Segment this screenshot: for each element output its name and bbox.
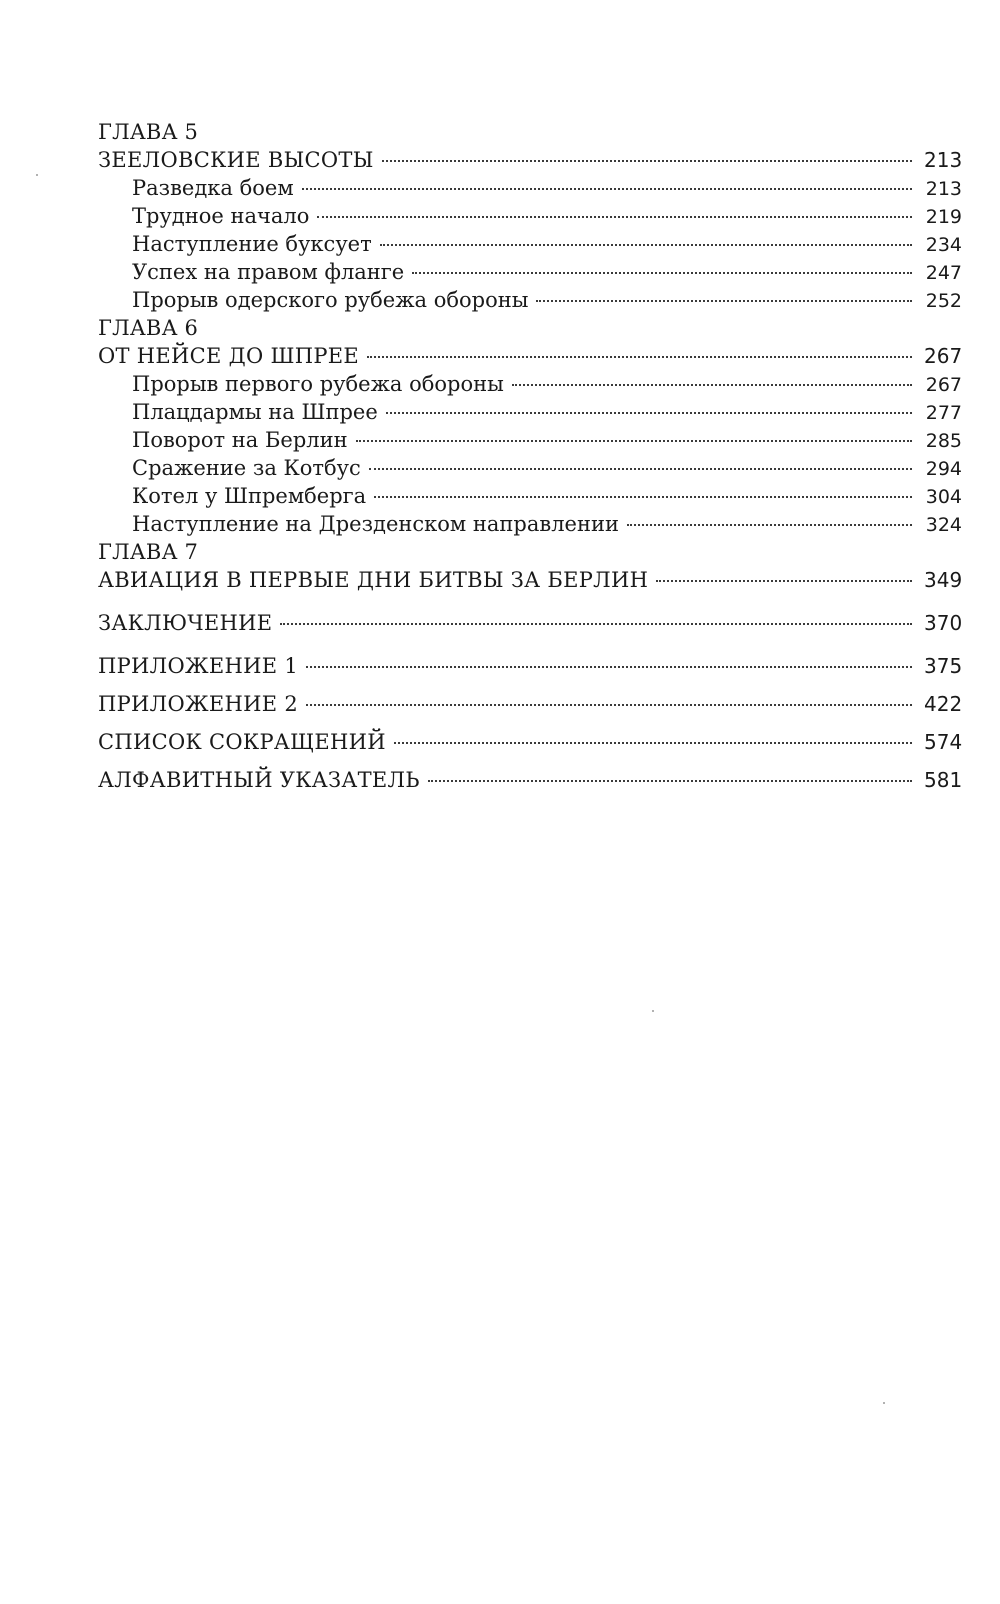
page-number: 285 — [925, 430, 962, 452]
toc-entry-section[interactable] — [98, 202, 962, 230]
dot-leader — [280, 623, 912, 625]
back-matter-title: СПИСОК СОКРАЩЕНИЙ — [98, 730, 386, 754]
section-title: Наступление на Дрезденском направлении — [132, 512, 619, 536]
dot-leader — [627, 524, 912, 526]
section-title: Поворот на Берлин — [132, 428, 348, 452]
back-matter-title: ПРИЛОЖЕНИЕ 1 — [98, 654, 299, 678]
page-number: 267 — [925, 374, 962, 396]
section-title: Успех на правом фланге — [132, 260, 405, 284]
section-title: Разведка боем — [132, 176, 294, 200]
dot-leader — [428, 780, 912, 782]
page-number: 370 — [924, 611, 963, 635]
dot-leader — [302, 188, 912, 190]
page-number: 324 — [925, 514, 962, 536]
back-matter-title: ПРИЛОЖЕНИЕ 2 — [98, 692, 299, 716]
dot-leader — [536, 300, 912, 302]
chapter-title: ЗЕЕЛОВСКИЕ ВЫСОТЫ — [98, 148, 374, 172]
section-title: Сражение за Котбус — [132, 456, 361, 480]
toc-entry-section[interactable] — [98, 398, 962, 426]
chapter-title: АВИАЦИЯ В ПЕРВЫЕ ДНИ БИТВЫ ЗА БЕРЛИН — [98, 568, 649, 592]
section-title: Прорыв одерского рубежа обороны — [132, 288, 529, 312]
page-number: 581 — [924, 768, 963, 792]
page-number: 304 — [925, 486, 962, 508]
toc-entry-abbreviations[interactable] — [98, 728, 962, 756]
toc-entry-section[interactable] — [98, 454, 962, 482]
section-title: Плацдармы на Шпрее — [132, 400, 378, 424]
page-number: 213 — [924, 148, 963, 172]
scan-speck — [652, 1010, 654, 1012]
scan-speck — [36, 174, 38, 176]
back-matter-title: АЛФАВИТНЫЙ УКАЗАТЕЛЬ — [98, 768, 420, 792]
dot-leader — [367, 356, 912, 358]
chapter-label: ГЛАВА 6 — [98, 316, 199, 340]
page-number: 247 — [925, 262, 962, 284]
section-title: Котел у Шпремберга — [132, 484, 367, 508]
toc-entry-section[interactable] — [98, 286, 962, 314]
page-number: 574 — [924, 730, 963, 754]
page-number: 213 — [925, 178, 962, 200]
toc-entry-appendix-2[interactable] — [98, 690, 962, 718]
page-number: 294 — [925, 458, 962, 480]
dot-leader — [656, 580, 912, 582]
dot-leader — [306, 666, 912, 668]
dot-leader — [386, 412, 912, 414]
toc-entry-chapter[interactable] — [98, 342, 962, 370]
toc-entry-section[interactable] — [98, 174, 962, 202]
page-number: 422 — [924, 692, 963, 716]
toc-entry-index[interactable] — [98, 766, 962, 794]
toc-entry-section[interactable] — [98, 370, 962, 398]
dot-leader — [356, 440, 912, 442]
table-of-contents — [98, 118, 962, 794]
toc-entry-chapter[interactable] — [98, 566, 962, 594]
page-number: 234 — [925, 234, 962, 256]
dot-leader — [374, 496, 912, 498]
page-number: 267 — [924, 344, 963, 368]
toc-entry-section[interactable] — [98, 426, 962, 454]
dot-leader — [512, 384, 912, 386]
page-number: 277 — [925, 402, 962, 424]
dot-leader — [317, 216, 912, 218]
chapter-label: ГЛАВА 5 — [98, 120, 199, 144]
dot-leader — [380, 244, 912, 246]
toc-entry-chapter[interactable] — [98, 146, 962, 174]
toc-entry-section[interactable] — [98, 230, 962, 258]
toc-entry-section[interactable] — [98, 482, 962, 510]
page-number: 219 — [925, 206, 962, 228]
toc-entry-appendix-1[interactable] — [98, 652, 962, 680]
dot-leader — [306, 704, 912, 706]
back-matter-title: ЗАКЛЮЧЕНИЕ — [98, 611, 273, 635]
scan-speck — [883, 1402, 885, 1404]
chapter-title: ОТ НЕЙСЕ ДО ШПРЕЕ — [98, 344, 360, 368]
toc-entry-section[interactable] — [98, 510, 962, 538]
page-number: 375 — [924, 654, 963, 678]
dot-leader — [369, 468, 912, 470]
section-title: Трудное начало — [132, 204, 310, 228]
page-number: 349 — [924, 568, 963, 592]
dot-leader — [412, 272, 912, 274]
dot-leader — [382, 160, 912, 162]
toc-entry-section[interactable] — [98, 258, 962, 286]
section-title: Прорыв первого рубежа обороны — [132, 372, 504, 396]
dot-leader — [394, 742, 912, 744]
section-title: Наступление буксует — [132, 232, 372, 256]
toc-entry-conclusion[interactable] — [98, 609, 962, 637]
page-number: 252 — [925, 290, 962, 312]
chapter-label: ГЛАВА 7 — [98, 540, 199, 564]
